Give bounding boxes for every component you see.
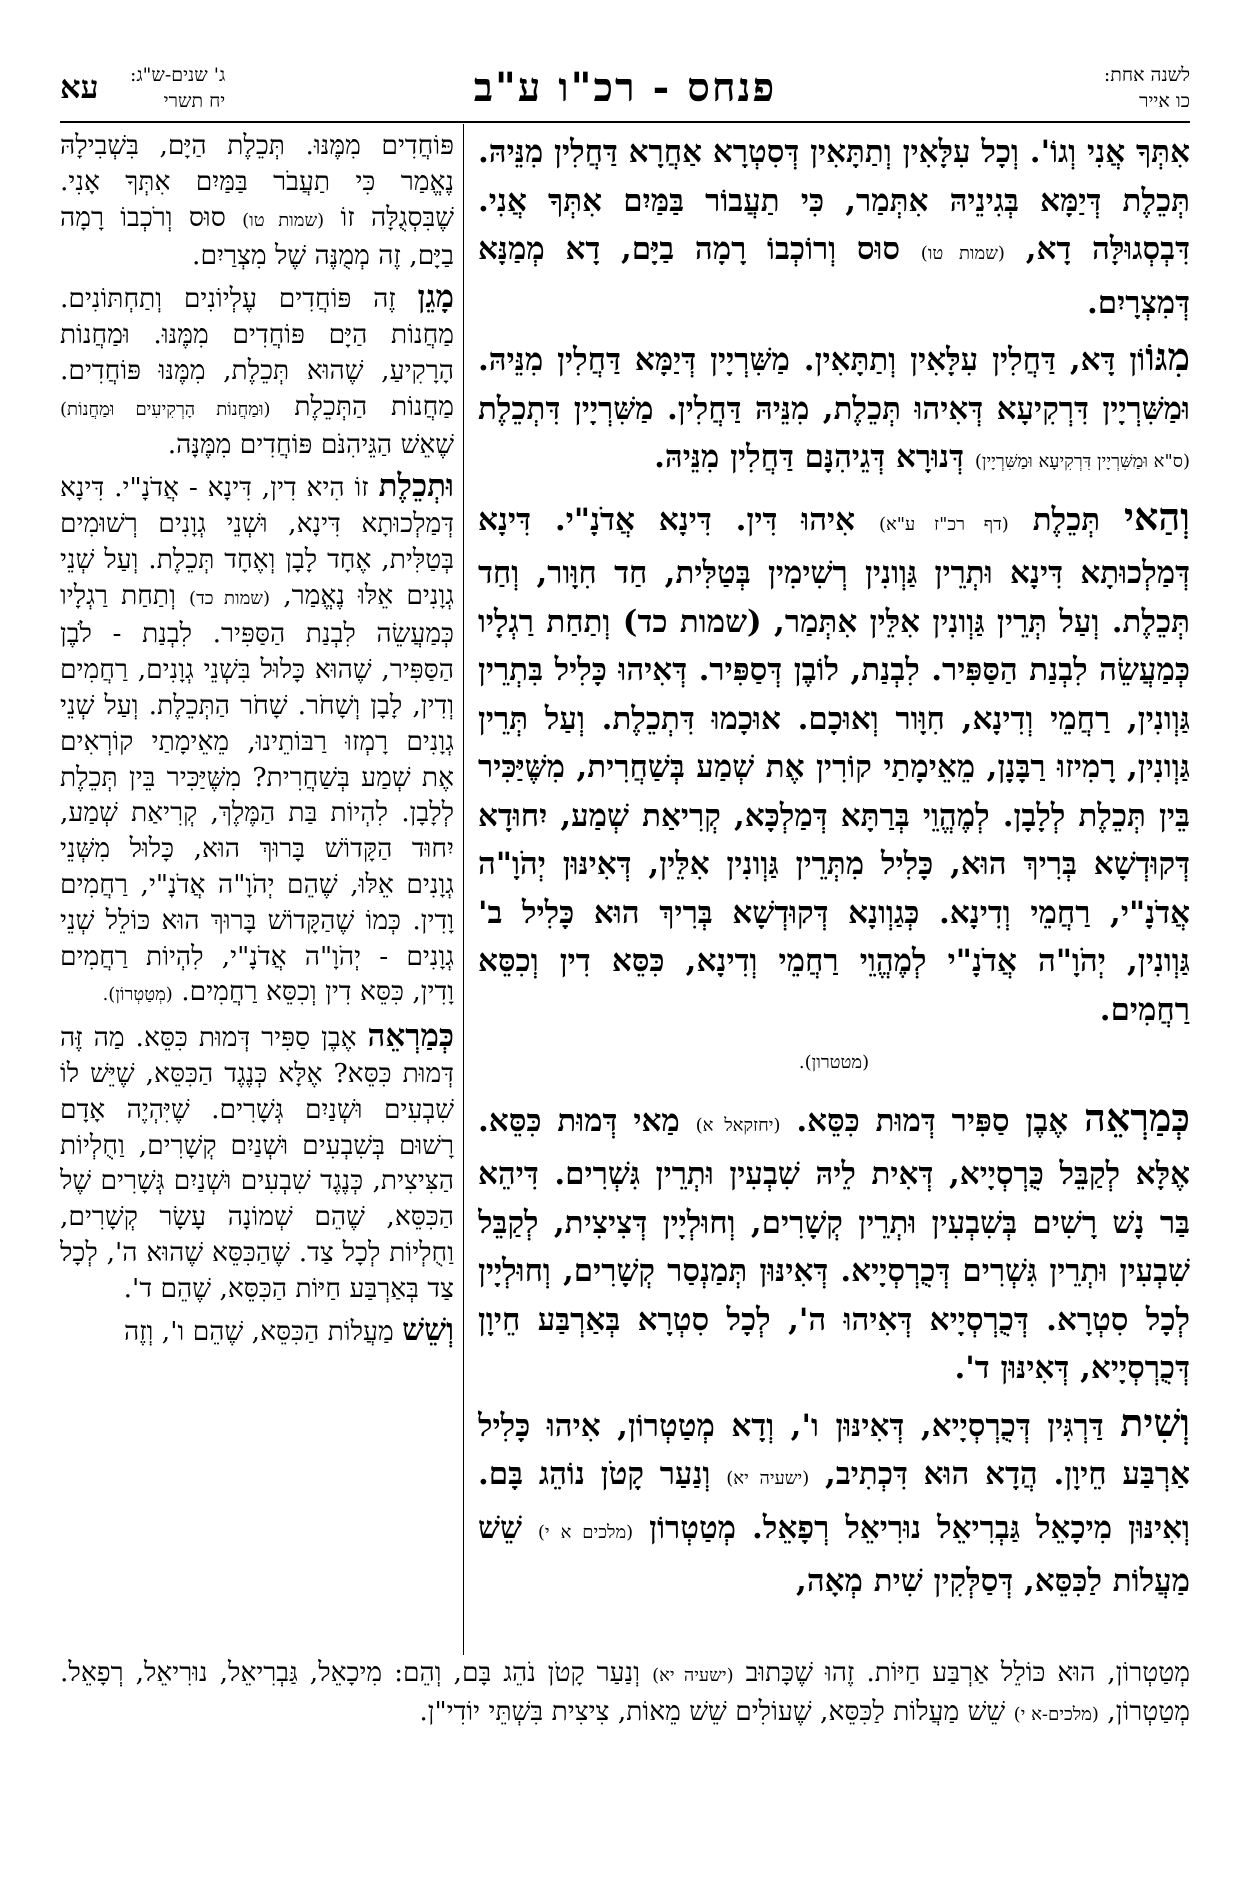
translation-continuation xyxy=(60,1655,1190,1755)
side-text: זֶה פּוֹחֲדִים עֶלְיוֹנִים וְתַחְתּוֹנִים. מַחֲנוֹת הַיָּם פּוֹחֲדִים מִמֶּנּוּ. וּמַחֲנוֹת הָרָקִיעַ, שֶׁהוּא תְּכֵלֶת, מִמֶּנּוּ פּוֹחֲדִים. מַחֲנוֹת הַתְּכֵלֶת xyxy=(60,283,454,422)
side-text: מַעֲלוֹת הַכִּסֵּא, שֶׁהֵם ו', וְזֶה xyxy=(123,1315,403,1347)
source-ref: (מלכים-א י) xyxy=(1013,1704,1099,1725)
main-paragraph-3 xyxy=(478,493,1190,1088)
source-ref: (ס"א וּמַשִּׁרְיָין דִּרְקִיעָא וּמַשִּׁרְיָין) xyxy=(974,451,1190,472)
side-paragraph-5 xyxy=(60,1313,454,1350)
source-ref: (שמות כד) xyxy=(189,587,271,609)
side-text: שֶׁאֵשׁ הַגֵּיהִנֹּם פּוֹחֲדִים מִמֶּנָּה. xyxy=(167,429,454,461)
lead-word: וּתְכֵלֶת xyxy=(378,468,454,505)
side-text: פּוֹחֲדִים מִמֶּנּוּ. תְּכֵלֶת הַיָּם, בִּשְׁבִילָהּ נֶאֱמַר כִּי תַעֲבֹר בַּמַּיִם אִתְּךָ אָנִי. שֶׁבִּסְגֻלָּה זוֹ xyxy=(60,130,454,233)
lead-word: מִגּוֹ xyxy=(1145,334,1190,379)
main-paragraph-2 xyxy=(478,333,1190,487)
main-text: וֹן דָּא, דַּחֲלִין עִלָּאִין וְתַתָּאִין. מַשִּׁרְיָין דְּיַמָּא דַּחֲלִין מִנֵּיהּ. וּמַשִּׁרְיָין דִּרְקִיעָא דְּאִיהוּ תְּכֵלֶת, מִנֵּיהּ דַּחֲלִין. מַשִּׁרְיָין דִּתְכֵלֶת xyxy=(478,342,1190,427)
header-left-line1: ג' שנים-ש"ג: xyxy=(130,64,226,86)
lead-word: מָגֵן xyxy=(417,279,454,316)
side-paragraph-4 xyxy=(60,1019,454,1306)
header-right-line2: כו אייר xyxy=(1139,90,1190,112)
side-paragraph-3 xyxy=(60,469,454,1013)
translation-column xyxy=(60,128,454,1658)
source-ref: (שמות טו) xyxy=(920,243,1005,264)
source-ref: (שמות טו) xyxy=(242,209,325,231)
header-right-line1: לשנה אחת: xyxy=(1103,64,1190,86)
header-date-left xyxy=(130,62,225,114)
main-text: דַּרְגִּין דְּכֻרְסְיָיא, דְּאִינּוּן ו', וְדָא מְטַטְרוֹן, אִיהוּ כָּלִיל אַרְבַּע חֵיוָן. הֲדָא הוּא דִּכְתִיב, xyxy=(478,1407,1190,1492)
header-left-line2: יח תשרי xyxy=(163,90,226,112)
source-ref: (ישעיה יא) xyxy=(726,1468,810,1489)
side-text: זוֹ הִיא דִין, דִּינָא - אֲדֹנָ"י. דִּינָא דְּמַלְכוּתָא דִּינָא, וּשְׁנֵי גְוָנִים רְשׁוּמִים בְּטַלִּית, אֶחָד לָבָן וְאֶחָד תְּכֵלֶת. וְעַל שְׁנֵי גְוָנִים אֵלּוּ נֶאֱמַר, xyxy=(60,472,454,611)
main-text: אִתְּךָ אֲנִי וְגוֹ'. וְכָל עִלָּאִין וְתַתָּאִין דְּסִטְרָא אַחֲרָא דַּחֲלִין מִנֵּיהּ. תְּכֵלֶת דְּיַמָּא בְּגִינֵיהּ אִתְּמַר, כִּי תַעֲבוֹר בַּמַּיִם אִתְּךָ אֲנִי. דִּבְסְגוּלָּה דָא, xyxy=(478,134,1190,267)
page-header xyxy=(60,62,1190,118)
main-text: אִיהוּ דִּין. דִּינָא אֲדֹנָ"י. דִּינָא דְּמַלְכוּתָא דִּינָא וּתְרֵין גַּוְונִין רְשִׁימִין בְּטַלִּית, חַד חִוָּור, וְחַד תְּכֵלֶת. וְעַל תְּרֵין גַּוְונִין אִלֵּין אִתְּמַר, (שמות כד) וְתַחַת רַגְלָיו כְּמַעֲשֵׂה לִבְנַת הַסַּפִּיר. לִבְנַת, לוֹבֶן דְּסַפִּיר. דְּאִיהוּ כָּלִיל בִּתְרֵין גַּוְונִין, רַחֲמֵי וְדִינָא, חִוָּור וְאוּכָם. אוּכָמוּ דִּתְכֵלֶת. וְעַל תְּרֵין גַּוְונִין, רָמִיזוּ רַבָּנָן, מֵאֵימָתַי קוֹרִין אֶת שְׁמַע בְּשַׁחֲרִית, מִשֶּׁיַּכִּיר בֵּין תְּכֵלֶת לְלָבָן. לְמֶהֱוֵי בְּרַתָּא דְּמַלְכָּא, קְרִיאַת שְׁמַע, יִחוּדָא דְּקוּדְשָׁא בְּרִיךְ הוּא, כָּלִיל מִתְּרֵין גַּוְונִין אִלֵּין, דְּאִינּוּן יְהֹוָ"ה אֲדֹנָ"י, רַחֲמֵי וְדִינָא. כְּגַוְונָא דְּקוּדְשָׁא בְּרִיךְ הוּא כָּלִיל ב' גַּוְונִין, יְהֹוָ"ה אֲדֹנָ"י לְמֶהֱוֵי רַחֲמֵי וְדִינָא, כִּסֵּא דִין וְכִסֵּא רַחֲמִים. xyxy=(478,501,1190,1028)
source-ref: (וּמַחֲנוֹת הָרְקִיעִים וּמַחֲנוֹת) xyxy=(60,398,271,420)
main-paragraph-5 xyxy=(478,1399,1190,1606)
side-text: סוּס וְרֹכְבוֹ רָמָה בַיָּם, זֶה מְמֻנֶּה שֶׁל מִצְרַיִם. xyxy=(60,201,454,272)
column-divider xyxy=(463,124,464,1655)
lead-word: וְשִׁית xyxy=(1120,1399,1190,1445)
source-ref: (מלכים א י) xyxy=(537,1521,634,1543)
footer-text: מְטַטְרוֹן, הוּא כּוֹלֵל אַרְבַּע חַיּוֹת. זֶהוּ שֶׁכָּתוּב xyxy=(745,1657,1190,1688)
main-text: אֶבֶן סַפִּיר דְּמוּת כִּסֵּא. xyxy=(796,1102,1084,1139)
side-paragraph-1 xyxy=(60,128,454,274)
source-ref: (מטטרון). xyxy=(798,1052,870,1073)
lead-word: כְּמַרְאֵה xyxy=(367,1018,454,1055)
main-text: דְּנוּרָא דְּגֵיהִנָּם דַּחֲלִין מִנֵּיהּ. xyxy=(654,439,965,475)
main-text: וְנַעַר קָטֹן נוֹהֵג בָּם. וְאִינּוּן מִיכָאֵל גַּבְרִיאֵל נוּרִיאֵל רְפָאֵל. מְטַטְרוֹן xyxy=(478,1456,1190,1546)
main-text: תְּכֵלֶת xyxy=(1032,501,1125,538)
side-paragraph-2 xyxy=(60,280,454,463)
main-text: מַאי דְּמוּת כִּסֵּא. אֶלָּא לְקַבֵּל כֻּרְסְיָיא, דְּאִית לֵיהּ שִׁבְעִין וּתְרֵין גִּשְׁרִים. דִּיהֵא בַּר נָשׁ רָשִׁים בְּשִׁבְעִין וּתְרֵין קְשָׁרִים, וְחוּלְיָין דְּצִיצִית, לְקַבֵּל שִׁבְעִין וּתְרֵין גִּשְׁרִים דְּכֻרְסְיָיא. דְּאִינּוּן תְּמַנְסַר קְשָׁרִים, וְחוּלְיָין לְכָל סִטְרָא. דְּכֻרְסְיָיא דְּאִיהוּ ה', לְכָל סִטְרָא בְּאַרְבַּע חֵיוָן דְּכֻרְסְיָיא, דְּאִינּוּן ד'. xyxy=(478,1102,1190,1386)
main-text: סוּס וְרוֹכְבוֹ רָמָה בַיָּם, דָא מְמַנָּא דְּמִצְרָיִם. xyxy=(478,231,1190,321)
side-text: וְתַחַת רַגְלָיו כְּמַעֲשֵׂה לִבְנַת הַסַּפִּיר. לִבְנַת - לֹבֶן הַסַּפִּיר, שֶׁהוּא כָּלוּל בִּשְׁנֵי גְוָנִים, רַחֲמִים וְדִין, לָבָן וְשָׁחֹר. שָׁחֹר הַתְּכֵלֶת. וְעַל שְׁנֵי גְוָנִים רָמְזוּ רַבּוֹתֵינוּ, מֵאֵימָתַי קוֹרְאִים אֶת שְׁמַע בְּשַׁחֲרִית? מִשֶּׁיַּכִּיר בֵּין תְּכֵלֶת לְלָבָן. לִהְיוֹת בַּת הַמֶּלֶךְ, קְרִיאַת שְׁמַע, יִחוּד הַקָּדוֹשׁ בָּרוּךְ הוּא, כָּלוּל מִשְּׁנֵי גְוָנִים אֵלּוּ, שֶׁהֵם יְהֹוָ"ה אֲדֹנָ"י, רַחֲמִים וָדִין. כְּמוֹ שֶׁהַקָּדוֹשׁ בָּרוּךְ הוּא כּוֹלֵל שְׁנֵי גְוָנִים - יְהֹוָ"ה אֲדֹנָ"י, לִהְיוֹת רַחֲמִים וָדִין, כִּסֵּא דִין וְכִסֵּא רַחֲמִים. xyxy=(60,579,454,1008)
source-ref: (יחזקאל א) xyxy=(695,1114,781,1136)
lead-word: וְשֵׁשׁ xyxy=(402,1311,454,1348)
header-rule xyxy=(60,121,1190,123)
footer-text: וְנַעַר קָטֹן נֹהֵג בָּם, וְהֵם: מִיכָאֵל, גַּבְרִיאֵל, נוּרִיאֵל, רְפָאֵל. מְטַטְרוֹן, xyxy=(60,1657,1190,1727)
main-column xyxy=(478,128,1190,1658)
side-text: אֶבֶן סַפִּיר דְּמוּת כִּסֵּא. מַה זֶּה דְּמוּת כִּסֵּא? אֶלָּא כְּנֶגֶד הַכִּסֵּא, שֶׁיֵּשׁ לוֹ שִׁבְעִים וּשְׁנַיִם גְּשָׁרִים. שֶׁיִּהְיֶה אָדָם רָשׁוּם בְּשִׁבְעִים וּשְׁנַיִם קְשָׁרִים, וַחֻלְיוֹת הַצִּיצִית, כְּנֶגֶד שִׁבְעִים וּשְׁנַיִם גְּשָׁרִים שֶׁל הַכִּסֵּא, שֶׁהֵם שְׁמוֹנָה עָשָׂר קְשָׁרִים, וַחֻלְיוֹת לְכָל צַד. שֶׁהַכִּסֵּא שֶׁהוּא ה', לְכָל צַד בְּאַרְבַּע חַיּוֹת הַכִּסֵּא, שֶׁהֵם ד'. xyxy=(60,1022,454,1304)
main-paragraph-4 xyxy=(478,1094,1190,1393)
source-ref: (ישעיה יא) xyxy=(652,1665,734,1686)
footer-text: שֵׁשׁ מַעֲלוֹת לַכִּסֵּא, שֶׁעוֹלִים שֵׁשׁ מֵאוֹת, צִיצִית בִּשְׁתֵּי יוֹדִי"ן. xyxy=(419,1696,1006,1727)
source-ref: (מְטַטְרוֹן). xyxy=(102,984,173,1006)
main-paragraph-1 xyxy=(478,128,1190,327)
lead-word: וְהַאי xyxy=(1124,493,1190,539)
source-ref: (דף רכ"ז ע"א) xyxy=(878,513,1009,535)
lead-word: כְּמַרְאֵה xyxy=(1083,1094,1190,1140)
main-text: שֵׁשׁ מַעֲלוֹת לַכִּסֵּא, דְּסַלְּקִין שִׁית מְאָה, xyxy=(478,1509,1190,1599)
page-title: פנחס - רכ"ו ע"ב xyxy=(473,64,777,111)
page-number: עא xyxy=(60,68,99,106)
